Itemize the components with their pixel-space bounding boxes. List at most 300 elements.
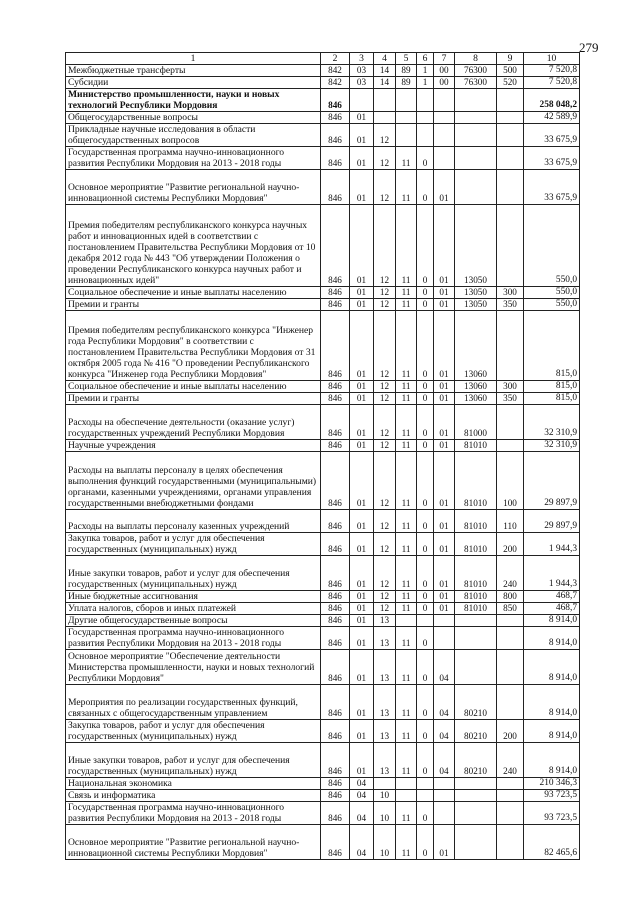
code-cell [455, 124, 497, 147]
code-cell: 0 [417, 287, 434, 299]
code-cell: 11 [396, 533, 417, 556]
code-cell [497, 147, 524, 170]
code-cell: 846 [321, 556, 350, 591]
amount-cell: 7 520,8 [524, 65, 580, 77]
code-cell: 0 [417, 311, 434, 381]
code-cell [350, 89, 374, 112]
code-cell: 10 [374, 825, 396, 860]
table-row [66, 89, 580, 112]
table-row [66, 778, 580, 790]
code-cell: 12 [374, 440, 396, 452]
code-cell: 846 [321, 720, 350, 743]
amount-cell: 93 723,5 [524, 802, 580, 825]
code-cell: 01 [350, 533, 374, 556]
code-cell: 01 [350, 405, 374, 440]
code-cell: 01 [434, 825, 455, 860]
code-cell: 14 [374, 77, 396, 89]
row-name-cell: Мероприятия по реализации государственных функций, связанных с общегосударственным управлением [66, 685, 321, 720]
code-cell: 13060 [455, 393, 497, 405]
table-row [66, 381, 580, 393]
row-name-cell: Премии и гранты [66, 299, 321, 311]
code-cell: 12 [374, 533, 396, 556]
code-cell: 12 [374, 510, 396, 533]
code-cell: 11 [396, 311, 417, 381]
code-cell [497, 89, 524, 112]
code-cell: 12 [374, 170, 396, 205]
code-cell: 01 [350, 124, 374, 147]
amount-cell: 93 723,5 [524, 790, 580, 802]
code-cell: 0 [417, 440, 434, 452]
table-row [66, 591, 580, 603]
code-cell: 110 [497, 510, 524, 533]
code-cell: 11 [396, 720, 417, 743]
code-cell: 01 [434, 533, 455, 556]
amount-cell: 42 589,9 [524, 112, 580, 124]
code-cell: 01 [350, 650, 374, 685]
table-row [66, 802, 580, 825]
code-cell: 01 [350, 440, 374, 452]
code-cell [455, 170, 497, 205]
row-name-cell: Государственная программа научно-инновационного развития Республики Мордовия на 2013 - 2018 годы [66, 147, 321, 170]
code-cell: 01 [350, 720, 374, 743]
code-cell [434, 627, 455, 650]
code-cell: 01 [350, 603, 374, 615]
code-cell: 240 [497, 743, 524, 778]
table-row [66, 685, 580, 720]
code-cell: 00 [434, 65, 455, 77]
code-cell: 11 [396, 287, 417, 299]
code-cell: 01 [350, 299, 374, 311]
code-cell: 01 [350, 615, 374, 627]
column-header: 10 [524, 53, 580, 65]
code-cell: 01 [350, 452, 374, 510]
code-cell [497, 311, 524, 381]
code-cell: 11 [396, 591, 417, 603]
table-row [66, 743, 580, 778]
code-cell: 01 [350, 685, 374, 720]
amount-cell: 8 914,0 [524, 650, 580, 685]
table-row [66, 603, 580, 615]
code-cell: 81000 [455, 405, 497, 440]
code-cell: 80210 [455, 720, 497, 743]
code-cell: 1 [417, 65, 434, 77]
amount-cell: 29 897,9 [524, 510, 580, 533]
table-row [66, 650, 580, 685]
code-cell [434, 147, 455, 170]
code-cell: 0 [417, 802, 434, 825]
code-cell: 01 [434, 556, 455, 591]
row-name-cell: Основное мероприятие "Обеспечение деятельности Министерства промышленности, науки и новых технологий Республики Мордовия" [66, 650, 321, 685]
code-cell: 846 [321, 603, 350, 615]
code-cell [374, 89, 396, 112]
code-cell [417, 112, 434, 124]
code-cell: 0 [417, 533, 434, 556]
table-row [66, 112, 580, 124]
code-cell: 81010 [455, 533, 497, 556]
code-cell: 01 [350, 147, 374, 170]
code-cell: 11 [396, 685, 417, 720]
code-cell: 12 [374, 311, 396, 381]
code-cell: 13 [374, 615, 396, 627]
code-cell: 11 [396, 440, 417, 452]
code-cell: 846 [321, 112, 350, 124]
code-cell: 846 [321, 452, 350, 510]
code-cell: 81010 [455, 556, 497, 591]
code-cell: 0 [417, 393, 434, 405]
code-cell: 01 [434, 311, 455, 381]
amount-cell: 550,0 [524, 299, 580, 311]
code-cell: 01 [350, 556, 374, 591]
code-cell: 01 [434, 440, 455, 452]
code-cell: 11 [396, 381, 417, 393]
amount-cell: 29 897,9 [524, 452, 580, 510]
code-cell: 846 [321, 778, 350, 790]
code-cell: 0 [417, 170, 434, 205]
code-cell: 0 [417, 685, 434, 720]
code-cell: 80210 [455, 685, 497, 720]
code-cell: 500 [497, 65, 524, 77]
row-name-cell: Основное мероприятие "Развитие региональной научно-инновационной системы Республики Мордовия" [66, 170, 321, 205]
code-cell: 11 [396, 556, 417, 591]
code-cell [434, 802, 455, 825]
code-cell: 11 [396, 147, 417, 170]
amount-cell: 258 048,2 [524, 89, 580, 112]
code-cell: 850 [497, 603, 524, 615]
code-cell [497, 627, 524, 650]
code-cell [455, 147, 497, 170]
code-cell: 04 [434, 685, 455, 720]
code-cell: 01 [434, 299, 455, 311]
code-cell [434, 778, 455, 790]
row-name-cell: Национальная экономика [66, 778, 321, 790]
code-cell: 10 [374, 802, 396, 825]
code-cell: 11 [396, 452, 417, 510]
code-cell: 0 [417, 205, 434, 287]
code-cell: 846 [321, 147, 350, 170]
row-name-cell: Иные бюджетные ассигнования [66, 591, 321, 603]
code-cell: 01 [350, 510, 374, 533]
column-header: 8 [455, 53, 497, 65]
code-cell [434, 89, 455, 112]
code-cell [396, 778, 417, 790]
amount-cell: 815,0 [524, 381, 580, 393]
code-cell: 0 [417, 381, 434, 393]
code-cell: 12 [374, 405, 396, 440]
code-cell: 01 [350, 205, 374, 287]
code-cell: 11 [396, 825, 417, 860]
code-cell: 12 [374, 287, 396, 299]
code-cell: 846 [321, 591, 350, 603]
code-cell: 11 [396, 393, 417, 405]
column-header: 3 [350, 53, 374, 65]
code-cell: 13050 [455, 299, 497, 311]
code-cell: 846 [321, 205, 350, 287]
code-cell: 13050 [455, 287, 497, 299]
row-name-cell: Расходы на выплаты персоналу в целях обеспечения выполнения функций государственными (муниципальными) органами, казенными учреждениями, органами управления государственными внебюджетными фондами [66, 452, 321, 510]
code-cell: 800 [497, 591, 524, 603]
code-cell [455, 790, 497, 802]
column-header: 7 [434, 53, 455, 65]
row-name-cell: Премия победителям республиканского конкурса "Инженер года Республики Мордовия" в соответствии с постановлением Правительства Республики Мордовия от 31 октября 2005 года № 416 "О проведении Республиканского конкурса "Инженер года Республики Мордовия" [66, 311, 321, 381]
code-cell: 04 [434, 743, 455, 778]
code-cell [417, 615, 434, 627]
code-cell: 01 [434, 452, 455, 510]
code-cell: 01 [350, 627, 374, 650]
code-cell: 846 [321, 405, 350, 440]
table-row [66, 65, 580, 77]
table-row [66, 556, 580, 591]
table-row [66, 311, 580, 381]
code-cell: 842 [321, 65, 350, 77]
code-cell: 76300 [455, 65, 497, 77]
row-name-cell: Иные закупки товаров, работ и услуг для обеспечения государственных (муниципальных) нужд [66, 743, 321, 778]
amount-cell: 33 675,9 [524, 124, 580, 147]
code-cell: 81010 [455, 510, 497, 533]
code-cell: 0 [417, 825, 434, 860]
code-cell [455, 825, 497, 860]
code-cell: 13060 [455, 311, 497, 381]
code-cell: 846 [321, 381, 350, 393]
code-cell: 11 [396, 205, 417, 287]
code-cell: 03 [350, 77, 374, 89]
row-name-cell: Основное мероприятие "Развитие региональной научно-инновационной системы Республики Мордовия" [66, 825, 321, 860]
table-header-row [66, 53, 580, 65]
row-name-cell: Расходы на выплаты персоналу казенных учреждений [66, 510, 321, 533]
row-name-cell: Научные учреждения [66, 440, 321, 452]
code-cell [455, 112, 497, 124]
code-cell: 846 [321, 802, 350, 825]
code-cell: 13 [374, 720, 396, 743]
code-cell: 846 [321, 650, 350, 685]
code-cell [455, 89, 497, 112]
code-cell: 846 [321, 311, 350, 381]
code-cell: 81010 [455, 603, 497, 615]
code-cell: 11 [396, 650, 417, 685]
code-cell: 13 [374, 650, 396, 685]
code-cell [497, 802, 524, 825]
amount-cell: 550,0 [524, 205, 580, 287]
code-cell [396, 112, 417, 124]
table-row [66, 440, 580, 452]
code-cell: 200 [497, 720, 524, 743]
code-cell: 846 [321, 685, 350, 720]
code-cell: 846 [321, 170, 350, 205]
table-row [66, 627, 580, 650]
table-row [66, 393, 580, 405]
row-name-cell: Субсидии [66, 77, 321, 89]
code-cell: 04 [350, 790, 374, 802]
code-cell: 11 [396, 299, 417, 311]
code-cell [417, 790, 434, 802]
code-cell: 300 [497, 287, 524, 299]
code-cell [497, 205, 524, 287]
code-cell [374, 112, 396, 124]
row-name-cell: Общегосударственные вопросы [66, 112, 321, 124]
row-name-cell: Государственная программа научно-инновационного развития Республики Мордовия на 2013 - 2018 годы [66, 802, 321, 825]
code-cell: 01 [434, 405, 455, 440]
table-row [66, 170, 580, 205]
code-cell: 12 [374, 591, 396, 603]
code-cell [497, 778, 524, 790]
row-name-cell: Связь и информатика [66, 790, 321, 802]
row-name-cell: Социальное обеспечение и иные выплаты населению [66, 287, 321, 299]
code-cell: 0 [417, 299, 434, 311]
code-cell: 12 [374, 556, 396, 591]
amount-cell: 8 914,0 [524, 743, 580, 778]
code-cell: 846 [321, 533, 350, 556]
code-cell [417, 778, 434, 790]
code-cell: 350 [497, 299, 524, 311]
code-cell: 04 [350, 802, 374, 825]
table-row [66, 299, 580, 311]
code-cell: 200 [497, 533, 524, 556]
code-cell: 01 [434, 170, 455, 205]
code-cell: 846 [321, 287, 350, 299]
table-row [66, 452, 580, 510]
amount-cell: 8 914,0 [524, 720, 580, 743]
code-cell [497, 790, 524, 802]
code-cell: 01 [434, 205, 455, 287]
code-cell: 01 [350, 393, 374, 405]
code-cell: 12 [374, 603, 396, 615]
amount-cell: 8 914,0 [524, 685, 580, 720]
row-name-cell: Межбюджетные трансферты [66, 65, 321, 77]
code-cell: 240 [497, 556, 524, 591]
code-cell: 846 [321, 510, 350, 533]
code-cell: 01 [434, 591, 455, 603]
code-cell: 846 [321, 627, 350, 650]
code-cell: 0 [417, 405, 434, 440]
code-cell: 04 [434, 650, 455, 685]
row-name-cell: Премия победителям республиканского конкурса научных работ и инновационных идей в соответствии с постановлением Правительства Республики Мордовия от 10 декабря 2012 года № 443 "Об утверждении Положения о проведении Республиканского конкурса научных работ и инновационных идей" [66, 205, 321, 287]
code-cell [455, 615, 497, 627]
code-cell: 846 [321, 790, 350, 802]
code-cell: 846 [321, 299, 350, 311]
code-cell [434, 124, 455, 147]
code-cell: 846 [321, 89, 350, 112]
code-cell [417, 124, 434, 147]
code-cell: 350 [497, 393, 524, 405]
code-cell: 0 [417, 743, 434, 778]
table-row [66, 615, 580, 627]
code-cell: 13050 [455, 205, 497, 287]
code-cell: 01 [434, 510, 455, 533]
amount-cell: 468,7 [524, 591, 580, 603]
row-name-cell: Другие общегосударственные вопросы [66, 615, 321, 627]
row-name-cell: Социальное обеспечение и иные выплаты населению [66, 381, 321, 393]
table-row [66, 510, 580, 533]
amount-cell: 815,0 [524, 311, 580, 381]
code-cell [374, 778, 396, 790]
row-name-cell: Премии и гранты [66, 393, 321, 405]
code-cell [497, 405, 524, 440]
code-cell: 03 [350, 65, 374, 77]
code-cell [396, 124, 417, 147]
code-cell: 01 [434, 603, 455, 615]
code-cell: 846 [321, 124, 350, 147]
code-cell: 01 [350, 311, 374, 381]
amount-cell: 8 914,0 [524, 615, 580, 627]
code-cell: 80210 [455, 743, 497, 778]
table-row [66, 533, 580, 556]
code-cell: 01 [434, 393, 455, 405]
code-cell: 00 [434, 77, 455, 89]
column-header: 1 [66, 53, 321, 65]
column-header: 9 [497, 53, 524, 65]
column-header: 5 [396, 53, 417, 65]
code-cell: 0 [417, 603, 434, 615]
code-cell: 300 [497, 381, 524, 393]
code-cell: 12 [374, 205, 396, 287]
row-name-cell: Иные закупки товаров, работ и услуг для обеспечения государственных (муниципальных) нужд [66, 556, 321, 591]
code-cell: 11 [396, 510, 417, 533]
amount-cell: 33 675,9 [524, 170, 580, 205]
amount-cell: 1 944,3 [524, 556, 580, 591]
code-cell [434, 790, 455, 802]
code-cell: 846 [321, 615, 350, 627]
amount-cell: 210 346,3 [524, 778, 580, 790]
table-row [66, 790, 580, 802]
amount-cell: 550,0 [524, 287, 580, 299]
amount-cell: 32 310,9 [524, 440, 580, 452]
budget-table [65, 52, 580, 860]
code-cell [396, 89, 417, 112]
code-cell: 0 [417, 650, 434, 685]
code-cell: 01 [350, 170, 374, 205]
code-cell: 76300 [455, 77, 497, 89]
code-cell: 842 [321, 77, 350, 89]
code-cell: 89 [396, 65, 417, 77]
code-cell: 0 [417, 452, 434, 510]
code-cell: 12 [374, 381, 396, 393]
code-cell: 1 [417, 77, 434, 89]
code-cell: 13 [374, 743, 396, 778]
code-cell: 01 [434, 287, 455, 299]
code-cell: 04 [350, 825, 374, 860]
amount-cell: 815,0 [524, 393, 580, 405]
amount-cell: 468,7 [524, 603, 580, 615]
row-name-cell: Закупка товаров, работ и услуг для обеспечения государственных (муниципальных) нужд [66, 720, 321, 743]
table-row [66, 124, 580, 147]
row-name-cell: Министерство промышленности, науки и новых технологий Республики Мордовия [66, 89, 321, 112]
row-name-cell: Расходы на обеспечение деятельности (оказание услуг) государственных учреждений Республики Мордовия [66, 405, 321, 440]
code-cell: 14 [374, 65, 396, 77]
code-cell [497, 825, 524, 860]
code-cell: 81010 [455, 591, 497, 603]
code-cell: 846 [321, 393, 350, 405]
code-cell: 13 [374, 685, 396, 720]
code-cell: 846 [321, 743, 350, 778]
column-header: 2 [321, 53, 350, 65]
code-cell: 0 [417, 510, 434, 533]
code-cell: 0 [417, 591, 434, 603]
code-cell: 12 [374, 124, 396, 147]
code-cell [497, 124, 524, 147]
table-row [66, 825, 580, 860]
table-row [66, 205, 580, 287]
code-cell [497, 170, 524, 205]
code-cell: 520 [497, 77, 524, 89]
code-cell: 11 [396, 743, 417, 778]
code-cell: 04 [434, 720, 455, 743]
amount-cell: 33 675,9 [524, 147, 580, 170]
code-cell: 11 [396, 627, 417, 650]
page-number: 279 [579, 40, 599, 55]
table-row [66, 720, 580, 743]
code-cell: 12 [374, 393, 396, 405]
table-row [66, 147, 580, 170]
code-cell: 13 [374, 627, 396, 650]
